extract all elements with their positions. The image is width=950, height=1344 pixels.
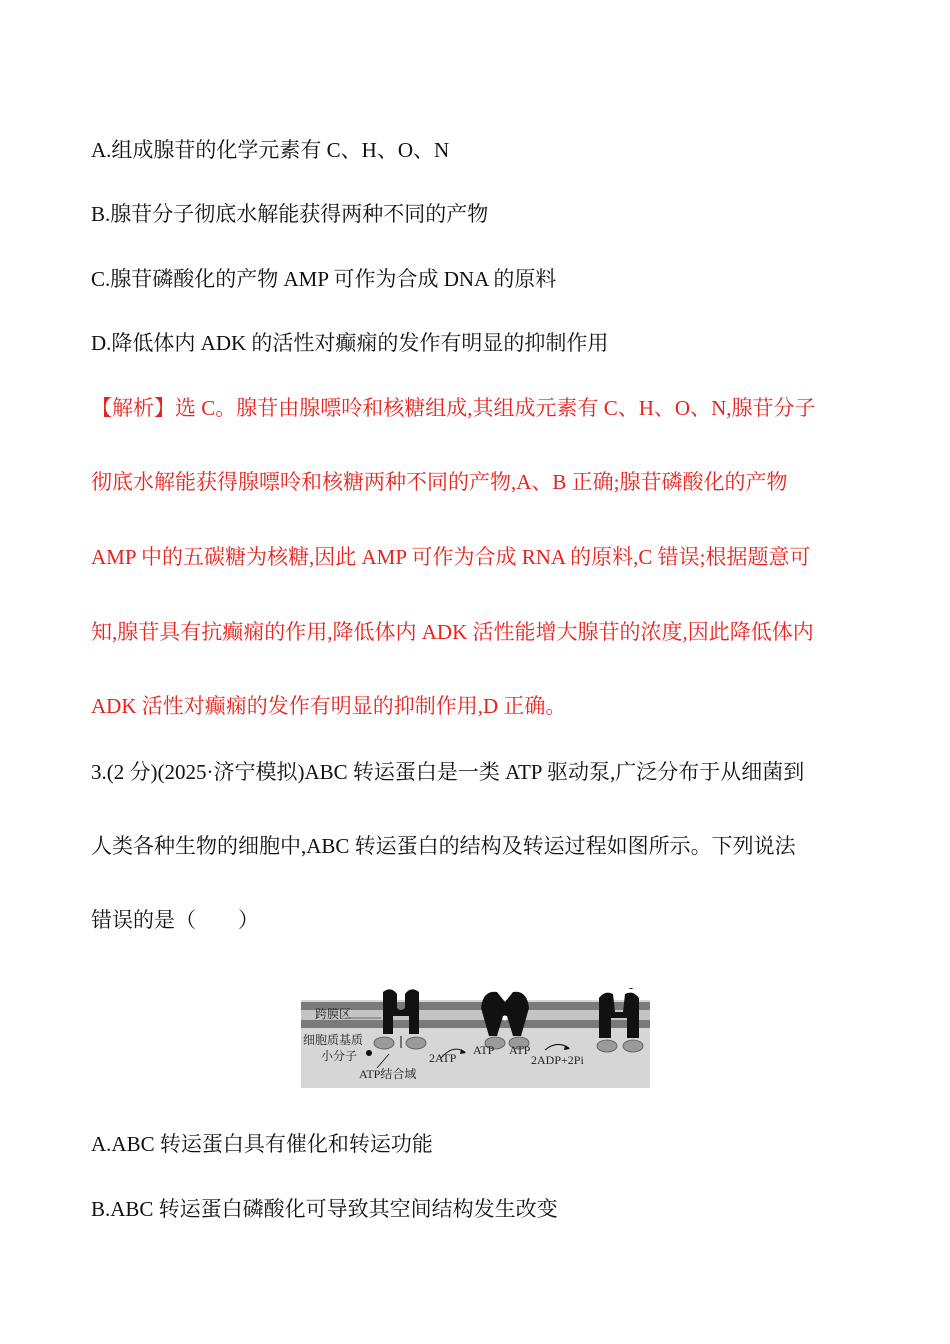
atp-domain-1a — [374, 1037, 394, 1049]
label-small-molecule: 小分子 — [321, 1049, 358, 1063]
analysis-line-1: 【解析】选 C。腺苷由腺嘌呤和核糖组成,其组成元素有 C、H、O、N,腺苷分子 — [91, 396, 816, 420]
option-b-prev: B.腺苷分子彻底水解能获得两种不同的产物 — [91, 202, 489, 226]
atp-domain-3b — [623, 1040, 643, 1052]
question3-line-2: 人类各种生物的细胞中,ABC 转运蛋白的结构及转运过程如图所示。下列说法 — [91, 834, 796, 858]
option-c-prev: C.腺苷磷酸化的产物 AMP 可作为合成 DNA 的原料 — [91, 267, 557, 291]
question3-line-1: 3.(2 分)(2025·济宁模拟)ABC 转运蛋白是一类 ATP 驱动泵,广泛分布于从细菌到 — [91, 760, 805, 784]
label-2atp: 2ATP — [429, 1051, 457, 1065]
analysis-line-4: 知,腺苷具有抗癫痫的作用,降低体内 ADK 活性能增大腺苷的浓度,因此降低体内 — [91, 620, 814, 644]
label-atp-2: ATP — [509, 1043, 531, 1057]
analysis-line-3: AMP 中的五碳糖为核糖,因此 AMP 可作为合成 RNA 的原料,C 错误;根据题意可 — [91, 545, 811, 569]
released-molecule-dot — [628, 988, 634, 989]
membrane-middle — [301, 1010, 650, 1020]
option-a-q3: A.ABC 转运蛋白具有催化和转运功能 — [91, 1132, 433, 1156]
small-molecule-dot — [366, 1050, 372, 1056]
option-b-q3: B.ABC 转运蛋白磷酸化可导致其空间结构发生改变 — [91, 1197, 558, 1221]
membrane-inner-band — [301, 1020, 650, 1028]
membrane-outer-band — [301, 1002, 650, 1010]
bound-molecule-dot — [503, 1016, 508, 1021]
analysis-line-2: 彻底水解能获得腺嘌呤和核糖两种不同的产物,A、B 正确;腺苷磷酸化的产物 — [91, 470, 788, 494]
option-d-prev: D.降低体内 ADK 的活性对癫痫的发作有明显的抑制作用 — [91, 331, 609, 355]
question3-line-3: 错误的是（ ） — [91, 908, 259, 932]
abc-transporter-figure — [301, 988, 650, 1088]
analysis-line-5: ADK 活性对癫痫的发作有明显的抑制作用,D 正确。 — [91, 694, 567, 718]
option-a-prev: A.组成腺苷的化学元素有 C、H、O、N — [91, 138, 450, 162]
label-cytoplasm: 细胞质基质 — [303, 1033, 364, 1047]
label-adp: 2ADP+2Pi — [531, 1053, 584, 1067]
atp-domain-1b — [406, 1037, 426, 1049]
label-atp-domain: ATP结合域 — [359, 1067, 417, 1081]
atp-domain-3a — [597, 1040, 617, 1052]
label-membrane: 跨膜区 — [315, 1007, 352, 1021]
label-atp-1: ATP — [473, 1043, 495, 1057]
